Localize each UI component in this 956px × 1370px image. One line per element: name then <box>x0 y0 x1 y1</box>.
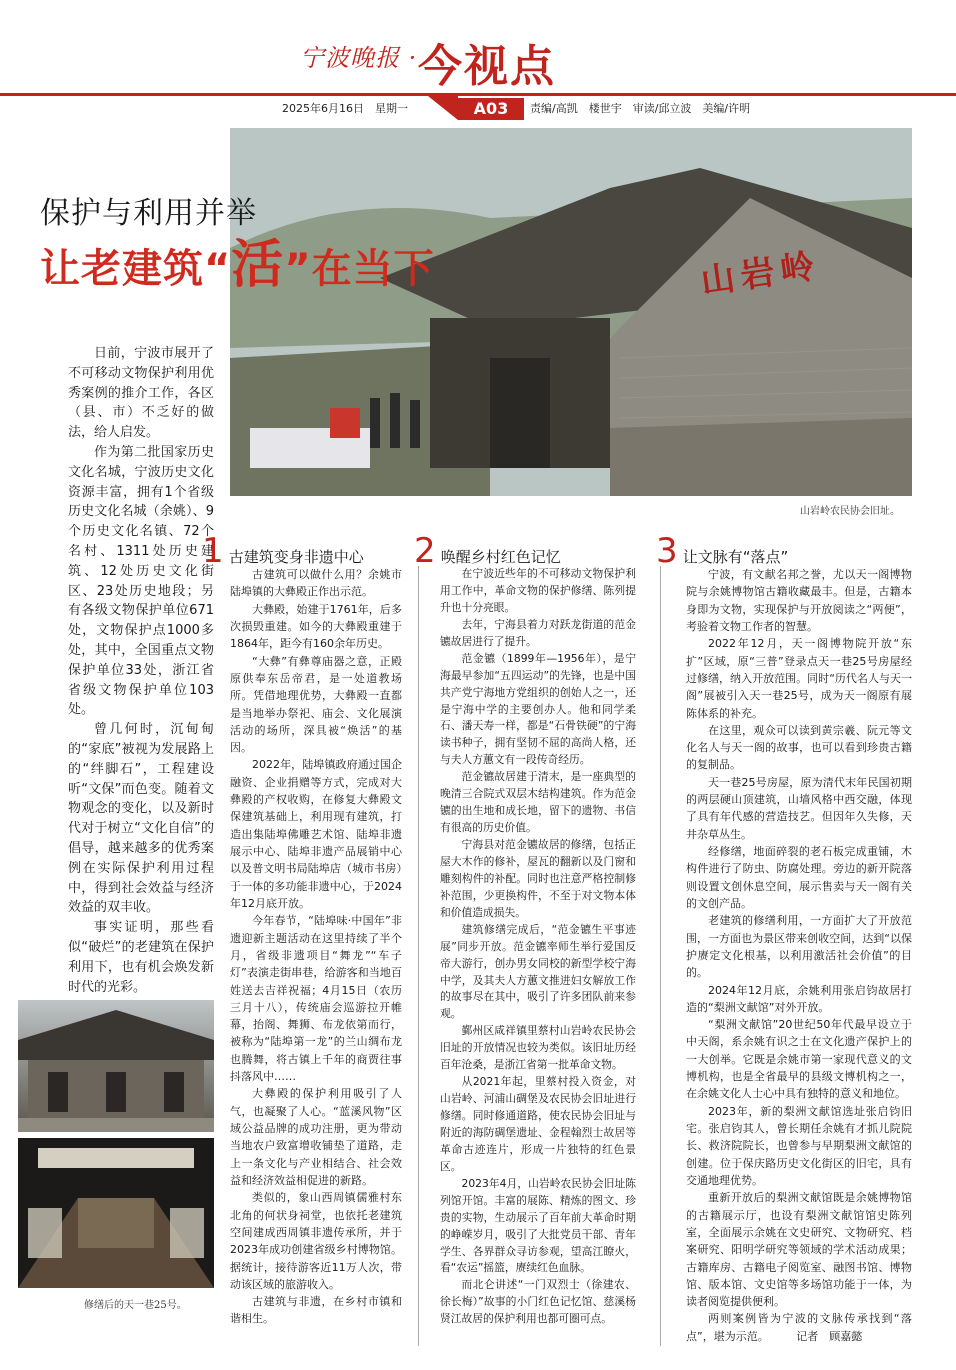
body-para: 天一巷25号房屋，原为清代末年民国初期的两层硬山顶建筑，山墙风格中西交融，体现了具有年代感的营造技艺。但因年久失修，天井杂草丛生。 <box>686 775 912 841</box>
main-photo-caption: 山岩岭农民协会旧址。 <box>800 506 900 517</box>
section-number: 2 <box>414 531 436 571</box>
body-para: 2024年12月底，余姚利用张启钧故居打造的“梨洲文献馆”对外开放。 <box>686 983 912 1014</box>
section-2-body <box>440 566 636 1328</box>
body-para: “大彝”有彝尊庙器之意，正殿原供奉东岳帝君，是一处道教场所。凭借地理优势，大彝殿一直都是当地举办祭祀、庙会、文化展演活动的场所，深具被“焕活”的基因。 <box>230 654 402 755</box>
body-para: 范金镳故居建于清末，是一座典型的晚清三合院式双层木结构建筑。作为范金镳的出生地和成长地，留下的遗物、书信有很高的历史价值。 <box>440 770 636 835</box>
section-title: 让文脉有“落点” <box>682 548 789 566</box>
page-number: A03 <box>458 98 524 120</box>
intro-para: 作为第二批国家历史文化名城，宁波历史文化资源丰富，拥有1个省级历史文化名城（余姚）、9个历史文化名镇、72个名村、1311处历史建筑、12处历史文化街区、23处历史地段；另有各级文物保护单位671处，文物保护点1000多处，其中，全国重点文物保护单位33处，浙江省省级文物保护单位103处。 <box>68 444 214 718</box>
section-number: 1 <box>202 531 224 571</box>
headline-key: 活 <box>231 235 285 295</box>
body-para: 在这里，观众可以读到黄宗羲、阮元等文化名人与天一阁的故事，也可以看到珍贵古籍的复制品。 <box>686 723 912 772</box>
brand-logo: 宁波晚报 · <box>300 44 418 72</box>
body-para: 范金镳（1899年—1956年），是宁海最早参加“五四运动”的先锋，也是中国共产党宁海地方党组织的创始人之一，还是宁海中学的主要创办人。他和同学柔石、潘天寿一样，都是“石骨铁硬”的宁海读书种子，拥有坚韧不屈的高尚人格，还与夫人方蕙文有一段传奇经历。 <box>440 651 636 767</box>
column-divider <box>418 566 419 1346</box>
body-para: 两则案例皆为宁波的文脉传承找到“落点”，堪为示范。 记者 顾嘉懿 <box>686 1312 912 1343</box>
side-photo-courtyard <box>18 1000 214 1132</box>
intro-para: 曾几何时，沉甸甸的“家底”被视为发展路上的“绊脚石”，工程建设听“文保”而色变。随着文物观念的变化，以及新时代对于树立“文化自信”的倡导，越来越多的优秀案例在实际保护利用过程中，得到社会效益与经济效益的双丰收。 <box>68 722 214 916</box>
body-para: 今年春节，“陆埠味·中国年”非遗迎新主题活动在这里持续了半个月，省级非遗项目“舞龙”“车子灯”表演走街串巷，给游客和当地百姓送去吉祥祝福；4月15日（农历三月十八），传统庙会巡游拉开帷幕，抬阁、舞狮、布龙依第而行，被称为“陆埠第一龙”的兰山绸布龙也腾舞，将古镇上千年的商贾往事抖落风中…… <box>230 914 402 1084</box>
section-3-header <box>656 531 789 571</box>
body-para: 2023年4月，山岩岭农民协会旧址陈列馆开馆。丰富的展陈、精炼的图文、珍贵的实物，生动展示了百年前大革命时期的峥嵘岁月，吸引了大批党员干部、青年学生、各界群众寻访参观，望高江瞭火，看“农运”摇篮，赓续红色血脉。 <box>440 1176 636 1275</box>
courtyard-illustration <box>18 1000 214 1132</box>
body-para: 重新开放后的梨洲文献馆既是余姚博物馆的古籍展示厅，也设有梨洲文献馆馆史陈列室，全面展示余姚在文史研究、文物研究、档案研究、阳明学研究等领域的学术活动成果；古籍库房、古籍电子阅览室、融图书馆、博物馆、版本馆、文史馆等多场馆功能于一体，为读者阅览提供便利。 <box>686 1191 912 1309</box>
body-para: 大彝殿的保护利用吸引了人气，也凝聚了人心。“蓝溪风物”区域公益品牌的成功注册，更为带动当地农户致富增收铺垫了道路，走上一条文化与产业相结合、社会效益和经济效益相促进的新路。 <box>230 1087 402 1187</box>
headline-pre: 让老建筑“ <box>40 246 232 292</box>
body-para: 2022年，陆埠镇政府通过国企融资、企业捐赠等方式，完成对大彝殿的产权收购，在修复大彝殿文保建筑基础上，利用现有建筑，打造出集陆埠佛雕艺术馆、陆埠非遗展示中心、陆埠非遗产品展销中心以及普文明书局陆埠店（城市书房）于一体的多功能非遗中心，于2024年12月底开放。 <box>230 758 402 910</box>
body-para: 类似的，象山西周镇儒雅村东北角的何状身祠堂，也依托老建筑空间建成西周镇非遗传承所，并于2023年成功创建省级乡村博物馆。据统计，接待游客近11万人次，带动该区域的旅游收入。 <box>230 1191 402 1291</box>
intro-column <box>68 344 214 997</box>
section-title: 今视点 <box>418 41 556 92</box>
body-para: 大彝殿，始建于1761年，后多次损毁重建。如今的大彝殿重建于1864年，距今有160余年历史。 <box>230 602 402 651</box>
page-tab-wedge <box>428 96 458 120</box>
body-para: 宁波，有文献名邦之誉，尤以天一阁博物院与余姚博物馆古籍收藏最丰。但是，古籍本身即为文物，实现保护与开放阅读之“两便”，考验着文物工作者的智慧。 <box>686 568 912 633</box>
editors-line: 责编/高凯 楼世宇 审读/邱立波 美编/许明 <box>530 102 751 115</box>
dateline: 2025年6月16日 星期一 <box>282 102 408 115</box>
body-para: 2023年，新的梨洲文献馆选址张启钧旧宅。张启钧其人，曾长期任余姚有才抓儿院院长、救济院院长，也曾参与早期梨洲文献馆的创建。位于保庆路历史文化街区的旧宅，具有交通地理优势。 <box>686 1104 912 1187</box>
body-para: 建筑修缮完成后，“范金镳生平事迹展”同步开放。范金镳率师生举行爱国反帝大游行，创办男女同校的新型学校宁海中学，及其夫人方蕙文推进妇女解放工作的故事尽在其中，吸引了许多团队前来参观。 <box>440 922 636 1021</box>
section-title: 唤醒乡村红色记忆 <box>440 548 561 566</box>
body-para: 古建筑可以做什么用？余姚市陆埠镇的大彝殿正作出示范。 <box>230 568 402 599</box>
section-3-body <box>686 566 912 1345</box>
side-photo-exhibit <box>18 1138 214 1288</box>
body-para: 经修缮，地面碎裂的老石板完成重铺，木构件进行了防虫、防腐处理。旁边的新开院落则设置文创休息空间，展示售卖与天一阁有关的文创产品。 <box>686 845 912 910</box>
section-number: 3 <box>656 531 678 571</box>
body-para: 宁海县对范金镳故居的修缮，包括正屋大木作的修补，屋瓦的翻新以及门窗和雕刻构件的补配。同时也注意严格控制修补范围，少更换构件，不至于对文物本体和价值造成损失。 <box>440 838 636 919</box>
body-para: 鄞州区咸祥镇里蔡村山岩岭农民协会旧址的开放情况也较为类似。该旧址历经百年沧桑，是浙江省第一批革命文物。 <box>440 1024 636 1072</box>
building-sign: 山岩岭 <box>698 245 823 303</box>
body-para: 2022年12月，天一阁博物院开放“东扩”区域，原“三普”登录点天一巷25号房屋经过修缮，纳入开放范围。同时“历代名人与天一阁”展被引入天一巷25号，成为天一阁原有展陈体系的补充。 <box>686 637 912 720</box>
column-divider <box>660 566 661 1346</box>
headline-kicker: 保护与利用并举 <box>40 196 257 231</box>
intro-para: 事实证明，那些看似“破烂”的老建筑在保护利用下，也有机会焕发新时代的光彩。 <box>68 920 214 995</box>
section-2-header <box>414 531 561 571</box>
building-illustration <box>230 128 912 496</box>
body-para: 老建筑的修缮利用，一方面扩大了开放范围，一方面也为景区带来创收空间，达到“以保护赓定文化根基，以利用激活社会价值”的目的。 <box>686 914 912 980</box>
side-photo-caption: 修缮后的天一巷25号。 <box>84 1300 187 1311</box>
exhibit-illustration <box>18 1138 214 1288</box>
masthead-rule <box>0 93 956 96</box>
section-title: 古建筑变身非遗中心 <box>228 548 364 566</box>
body-para: “梨洲文献馆”20世纪50年代最早设立于中天阁，系余姚有识之士在文化遗产保护上的一大创举。它既是余姚市第一家现代意义的文博机构，也是全省最早的县级文博机构之一，在余姚文化人士心中具有独特的意义和地位。 <box>686 1018 912 1101</box>
headline-post: ”在当下 <box>284 246 435 292</box>
headline-main <box>40 222 435 297</box>
intro-para: 日前，宁波市展开了不可移动文物保护利用优秀案例的推介工作，各区（县、市）不乏好的做法，给人启发。 <box>68 346 214 441</box>
section-1-body <box>230 566 402 1328</box>
body-para: 去年，宁海县着力对跃龙街道的范金镳故居进行了提升。 <box>440 617 636 648</box>
section-1-header <box>202 531 364 571</box>
body-para: 而北仑讲述“一门双烈士（徐建农、徐长梅）”故事的小门红色记忆馆、慈溪杨贤江故居的保护利用也都可圈可点。 <box>440 1278 636 1326</box>
body-para: 古建筑与非遗，在乡村市镇和谐相生。 <box>230 1295 402 1326</box>
main-photo <box>230 128 912 496</box>
body-para: 在宁波近些年的不可移动文物保护利用工作中，革命文物的保护修缮、陈列提升也十分亮眼。 <box>440 567 636 614</box>
body-para: 从2021年起，里蔡村投入资金，对山岩岭、河浦山碉堡及农民协会旧址进行修缮。同时修通道路，使农民协会旧址与附近的海防碉堡遗址、金程翰烈士故居等革命古迹连片，形成一片独特的红色景区。 <box>440 1075 636 1173</box>
